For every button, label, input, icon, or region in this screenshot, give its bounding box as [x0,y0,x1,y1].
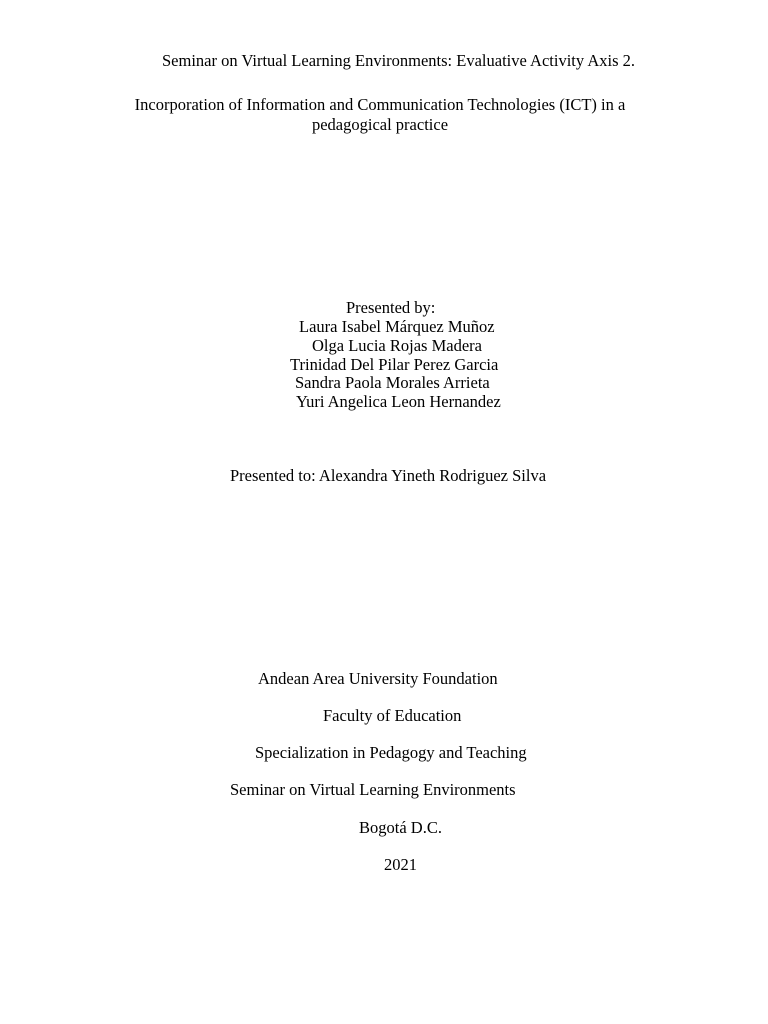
presented-to: Presented to: Alexandra Yineth Rodriguez Silva [230,466,547,485]
course-name: Seminar on Virtual Learning Environments [230,780,516,799]
year: 2021 [384,855,417,874]
document-title: Seminar on Virtual Learning Environments: Evaluative Activity Axis 2. [162,51,635,70]
subtitle-line-2: pedagogical practice [311,115,449,134]
city-name: Bogotá D.C. [359,818,442,837]
presenter-name: Olga Lucia Rojas Madera [312,336,482,355]
presenter-name: Sandra Paola Morales Arrieta [295,373,490,392]
presenter-name: Trinidad Del Pilar Perez Garcia [290,355,499,374]
presenter-name: Yuri Angelica Leon Hernandez [296,392,501,411]
document-subtitle [100,95,660,135]
presented-by-heading: Presented by: [346,298,436,317]
university-name: Andean Area University Foundation [258,669,498,688]
faculty-name: Faculty of Education [323,706,462,725]
presenter-name: Laura Isabel Márquez Muñoz [299,317,495,336]
program-name: Specialization in Pedagogy and Teaching [255,743,527,762]
subtitle-line-1: Incorporation of Information and Communication Technologies (ICT) in a [134,95,626,114]
